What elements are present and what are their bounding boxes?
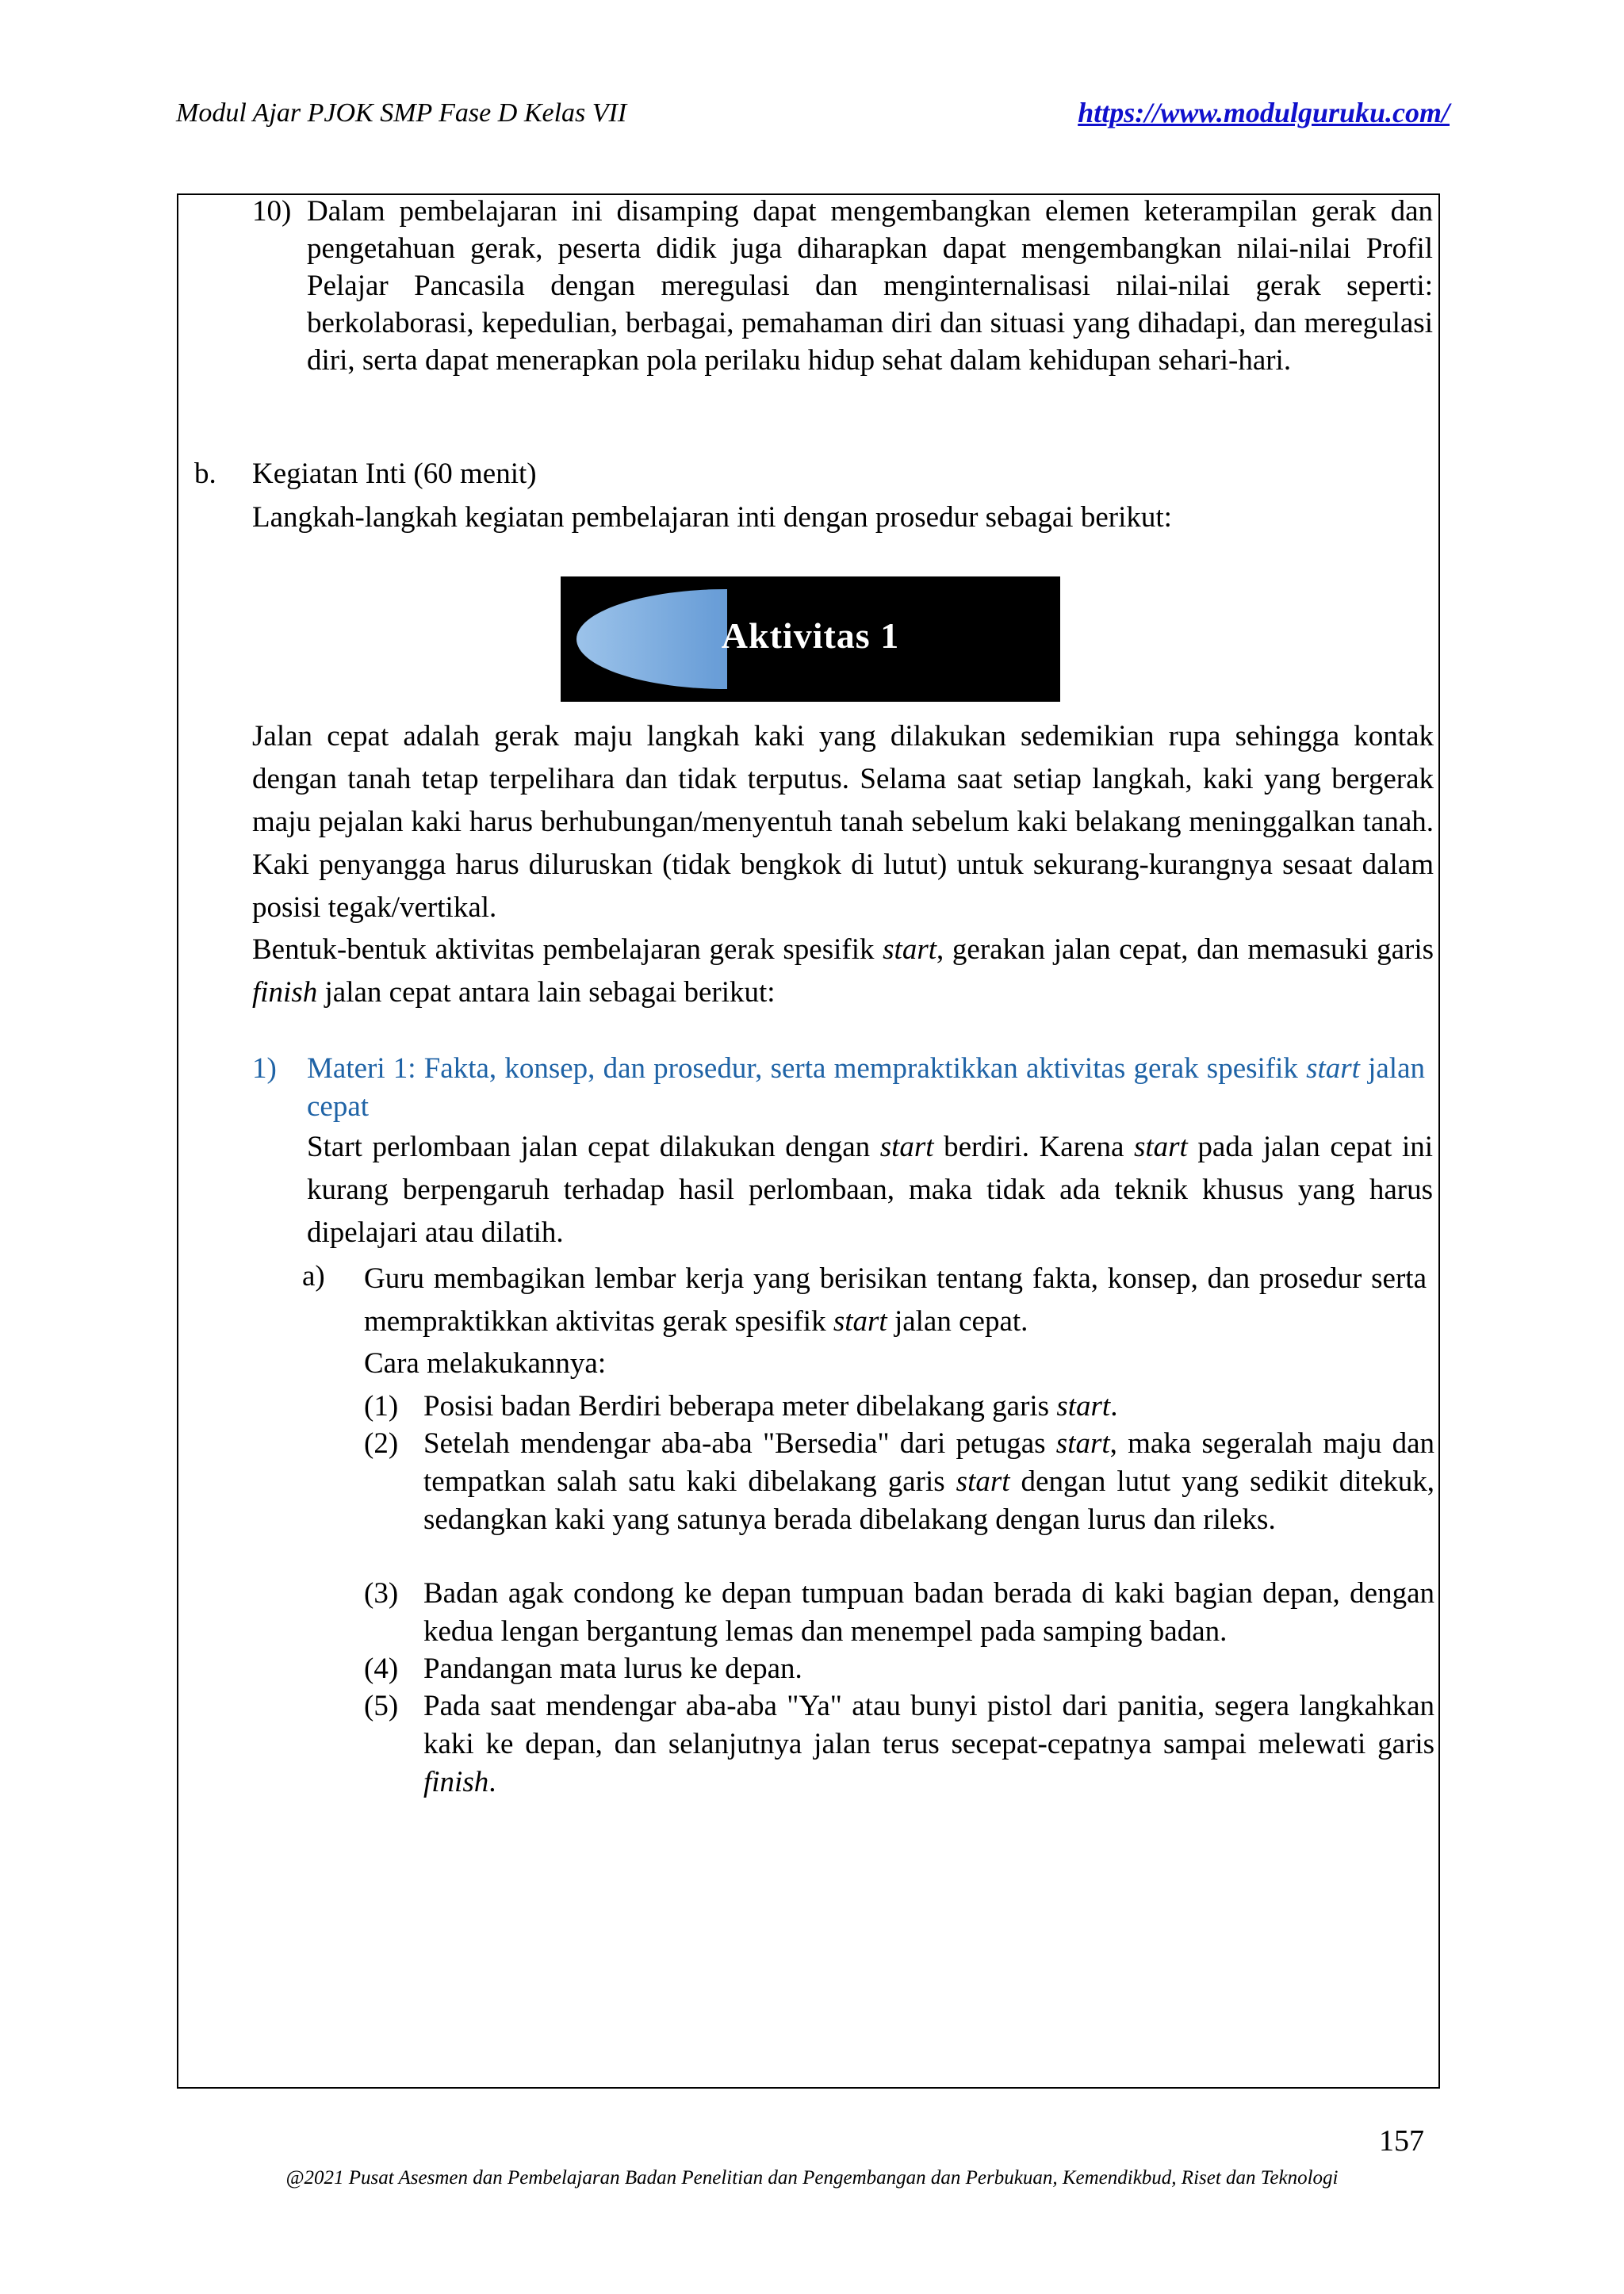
step-5-text-a: Pada saat mendengar aba-aba "Ya" atau bunyi pistol dari panitia, segera langkahkan kaki ke depan, dan selanjutnya jalan terus secepat-cepatnya sampai melewati garis [423,1690,1434,1760]
step-3-text: Badan agak condong ke depan tumpuan badan berada di kaki bagian depan, dengan kedua lengan bergantung lemas dan menempel pada samping badan. [423,1577,1434,1648]
step-1-text-a: Posisi badan Berdiri beberapa meter dibelakang garis [423,1390,1057,1423]
materi-1-body-a: Start perlombaan jalan cepat dilakukan dengan [307,1131,880,1163]
cara-label: Cara melakukannya: [364,1347,607,1380]
footer-copyright: @2021 Pusat Asesmen dan Pembelajaran Badan Penelitian dan Pengembangan dan Perbukuan, Kemendikbud, Riset dan Teknologi [285,2167,1339,2189]
header-url-link[interactable]: https://www.modulguruku.com/ [1078,97,1450,128]
item-a-text [364,1258,1427,1343]
paragraph-jalan-cepat: Jalan cepat adalah gerak maju langkah kaki yang dilakukan sedemikian rupa sehingga kontak dengan tanah tetap terpelihara dan tidak terputus. Selama saat setiap langkah, kaki yang bergerak maju pejalan kaki harus berhubungan/menyentuh tanah sebelum kaki belakang meninggalkan tanah. Kaki penyangga harus diluruskan (tidak bengkok di lutut) untuk sekurang-kurangnya sesaat dalam posisi tegak/vertikal. [252,720,1434,924]
step-1-italic: start [1056,1390,1111,1423]
para2-text-c: jalan cepat antara lain sebagai berikut: [317,976,776,1009]
materi-1-body-c: pada jalan cepat ini kurang berpengaruh terhadap hasil perlombaan, maka tidak ada teknik khusus yang harus dipelajari atau dilatih. [307,1131,1434,1249]
step-2-text-a: Setelah mendengar aba-aba "Bersedia" dari petugas [423,1427,1056,1460]
materi-1-heading-italic: start [1306,1052,1360,1085]
item-a-text-a: Guru membagikan lembar kerja yang berisikan tentang fakta, konsep, dan prosedur serta mempraktikkan aktivitas gerak spesifik [364,1262,1427,1338]
item-10-number: 10) [252,195,292,228]
materi-1-body [307,1126,1433,1254]
step-1-text-b: . [1110,1390,1118,1423]
item-10-text: Dalam pembelajaran ini disamping dapat mengembangkan elemen keterampilan gerak dan pengetahuan gerak, peserta didik juga diharapkan dapat mengembangkan nilai-nilai Profil Pelajar Pancasila dengan meregulasi dan menginternalisasi nilai-nilai gerak seperti: berkolaborasi, kepedulian, berbagai, pemahaman diri dan situasi yang dihadapi, dan meregulasi diri, serta dapat menerapkan pola perilaku hidup sehat dalam kehidupan sehari-hari. [307,195,1433,377]
step-5-number: (5) [364,1690,399,1722]
step-4-text: Pandangan mata lurus ke depan. [423,1653,802,1685]
materi-1-body-italic-2: start [1133,1131,1188,1163]
step-2-italic-1: start [1055,1427,1110,1460]
materi-1-body-italic-1: start [879,1131,934,1163]
materi-1-heading [307,1050,1425,1126]
step-5-text [423,1687,1434,1802]
step-2-text [423,1425,1434,1539]
step-2-number: (2) [364,1427,399,1460]
para2-text-b: , gerakan jalan cepat, dan memasuki garis [936,933,1434,966]
step-5-italic: finish [423,1766,489,1798]
banner-title: Aktivitas 1 [721,615,900,656]
para2-italic-finish: finish [252,976,318,1009]
paragraph-bentuk-aktivitas [252,929,1434,1014]
item-a-letter: a) [302,1260,325,1293]
step-3-number: (3) [364,1577,399,1610]
item-a-text-b: jalan cepat. [887,1305,1028,1338]
step-2-italic-2: start [956,1465,1010,1498]
para2-text-a: Bentuk-bentuk aktivitas pembelajaran gerak spesifik [252,933,883,966]
materi-1-heading-a: Materi 1: Fakta, konsep, dan prosedur, serta mempraktikkan aktivitas gerak spesifik [307,1052,1307,1085]
para2-italic-start: start [883,933,937,966]
step-1-text [423,1388,1434,1426]
step-2-text-b: , maka segeralah maju dan tempatkan salah satu kaki dibelakang garis [423,1427,1434,1498]
materi-1-heading-b: jalan cepat [307,1052,1426,1123]
item-a-italic: start [833,1305,887,1338]
header-title: Modul Ajar PJOK SMP Fase D Kelas VII [176,98,627,128]
materi-1-body-b: berdiri. Karena [933,1131,1134,1163]
materi-1-number: 1) [252,1052,277,1085]
page-number: 157 [1379,2124,1424,2158]
activity-banner [561,576,1060,702]
step-4-number: (4) [364,1653,399,1685]
step-1-number: (1) [364,1390,399,1423]
section-b-letter: b. [194,458,216,490]
step-5-text-b: . [488,1766,496,1798]
section-b-intro: Langkah-langkah kegiatan pembelajaran inti dengan prosedur sebagai berikut: [252,501,1172,534]
step-2-text-c: dengan lutut yang sedikit ditekuk, sedangkan kaki yang satunya berada dibelakang dengan lurus dan rileks. [423,1465,1435,1536]
section-b-title: Kegiatan Inti (60 menit) [252,458,537,490]
